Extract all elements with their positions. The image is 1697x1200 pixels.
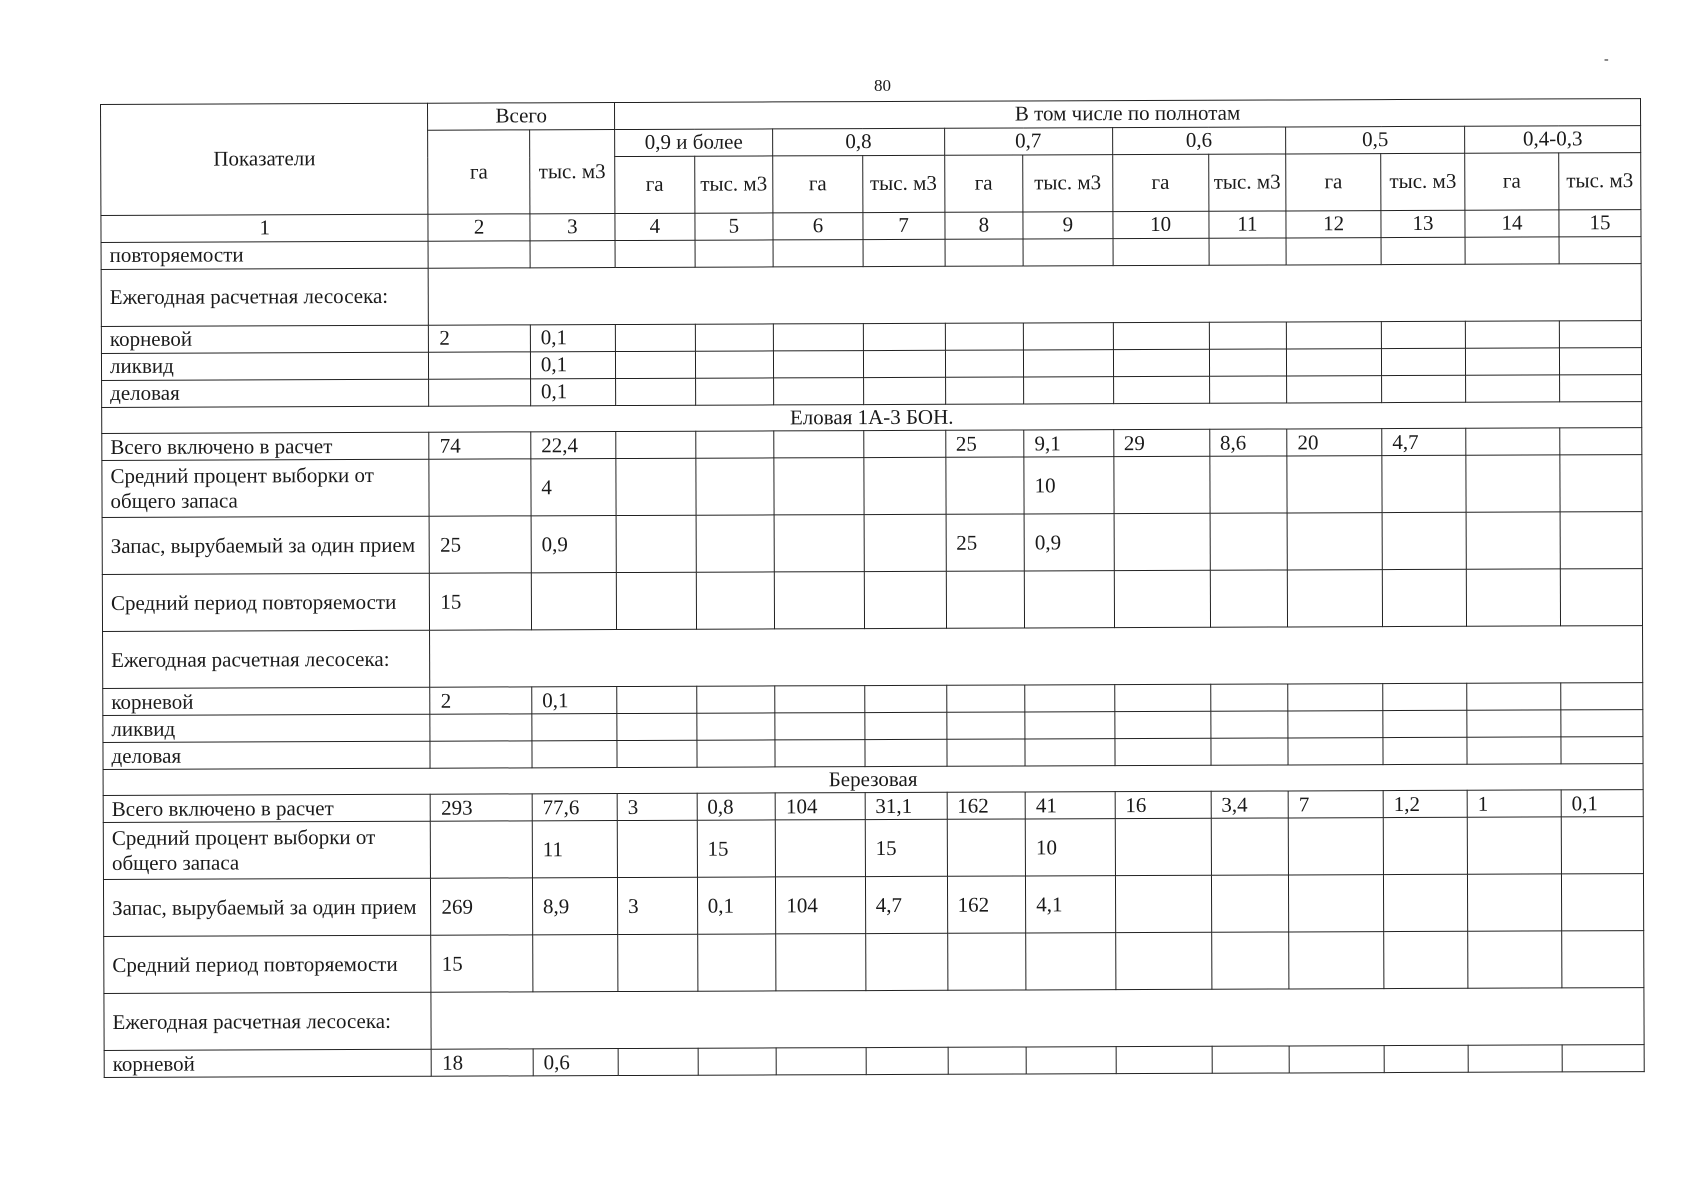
data-cell: 77,6: [532, 794, 617, 821]
data-cell: 104: [775, 793, 865, 820]
data-cell: [947, 819, 1026, 876]
data-cell: 25: [946, 514, 1025, 571]
data-cell: [1113, 456, 1209, 513]
total-volume-header: тыс. м3: [529, 130, 614, 214]
density-group-header: 0,4-0,3: [1465, 126, 1641, 154]
unit-volume-header: тыс. м3: [1381, 153, 1465, 210]
data-cell: [1115, 933, 1211, 990]
table-row: [104, 1045, 1644, 1078]
merged-empty-cell: [429, 264, 1642, 326]
data-cell: [1562, 931, 1644, 988]
data-cell: [863, 239, 945, 266]
total-ha-header: га: [428, 130, 530, 214]
data-cell: [429, 352, 531, 379]
data-cell: [865, 934, 947, 991]
data-cell: [696, 458, 775, 515]
data-cell: [1210, 684, 1288, 711]
data-cell: [617, 740, 697, 767]
density-group-header: 0,5: [1286, 126, 1465, 154]
data-cell: [695, 324, 774, 351]
data-cell: [774, 431, 864, 458]
row-label: Всего включено в расчет: [103, 795, 430, 823]
data-cell: 0,1: [532, 687, 617, 714]
data-cell: [1209, 322, 1287, 349]
data-cell: [1209, 349, 1287, 376]
data-cell: [1113, 376, 1209, 403]
data-cell: [617, 821, 697, 878]
data-cell: [775, 713, 865, 740]
data-cell: 104: [776, 877, 866, 934]
data-cell: [1113, 322, 1209, 349]
data-cell: 15: [697, 820, 776, 877]
data-cell: [776, 934, 866, 991]
data-cell: [1467, 817, 1561, 874]
data-cell: [532, 741, 617, 768]
data-cell: [1559, 375, 1641, 402]
data-cell: [947, 933, 1026, 990]
data-cell: 25: [429, 516, 531, 573]
row-label: Средний процент выборки от общего запаса: [103, 822, 431, 880]
data-cell: [1116, 1047, 1212, 1074]
data-cell: [1209, 238, 1287, 265]
row-label: деловая: [102, 379, 429, 407]
table-row: [104, 931, 1644, 994]
data-cell: 2: [430, 687, 532, 714]
data-cell: [1561, 710, 1643, 737]
unit-volume-header: тыс. м3: [1208, 154, 1286, 211]
data-cell: 0,1: [530, 352, 615, 379]
data-cell: [775, 686, 865, 713]
data-cell: [695, 240, 774, 267]
data-cell: 25: [945, 430, 1024, 457]
row-label: Ежегодная расчетная лесосека:: [103, 630, 431, 688]
data-cell: [1211, 738, 1289, 765]
merged-empty-cell: [431, 988, 1644, 1050]
data-cell: [615, 240, 695, 267]
row-label: Запас, вырубаемый за один прием: [102, 516, 430, 574]
by-density-header: В том числе по полнотам: [614, 99, 1640, 130]
data-cell: [1210, 513, 1288, 570]
data-cell: [1561, 874, 1643, 931]
row-label: ликвид: [103, 714, 430, 742]
data-cell: [1466, 348, 1560, 375]
data-cell: [618, 935, 698, 992]
data-cell: 162: [947, 792, 1026, 819]
data-cell: 0,6: [533, 1049, 618, 1076]
data-cell: [1382, 375, 1466, 402]
data-cell: 0,1: [530, 379, 615, 406]
data-cell: [1287, 513, 1382, 570]
column-number: 4: [615, 213, 695, 240]
data-cell: [697, 934, 776, 991]
data-cell: [945, 350, 1024, 377]
subheading-row: [101, 264, 1641, 327]
unit-volume-header: тыс. м3: [1023, 155, 1113, 212]
data-cell: 20: [1287, 429, 1382, 456]
data-cell: [1467, 737, 1561, 764]
data-cell: [1288, 738, 1383, 765]
data-cell: [1560, 428, 1642, 455]
table-row: [103, 874, 1643, 937]
data-cell: [1384, 932, 1468, 989]
data-cell: [695, 378, 774, 405]
density-group-header: 0,7: [944, 128, 1112, 156]
data-cell: 0,9: [531, 516, 616, 573]
corner-mark: -: [1604, 52, 1609, 67]
row-label: Средний процент выборки от общего запаса: [102, 459, 430, 517]
data-cell: [1465, 321, 1559, 348]
data-cell: 8,9: [532, 878, 617, 935]
data-cell: [696, 572, 775, 629]
data-cell: [1562, 1045, 1644, 1072]
data-cell: [1212, 1046, 1290, 1073]
data-cell: [1026, 1047, 1116, 1074]
data-cell: [533, 935, 618, 992]
column-number: 9: [1023, 212, 1113, 239]
data-cell: [863, 323, 945, 350]
data-cell: [773, 240, 863, 267]
column-number: 14: [1465, 210, 1559, 237]
data-cell: [1287, 570, 1382, 627]
data-cell: 1,2: [1383, 791, 1467, 818]
data-cell: [1468, 874, 1562, 931]
data-cell: [866, 1048, 948, 1075]
data-cell: [1288, 711, 1383, 738]
data-cell: [1289, 875, 1384, 932]
column-number: 7: [863, 212, 945, 239]
data-cell: [863, 377, 945, 404]
data-cell: [1113, 349, 1209, 376]
table-row: [102, 569, 1642, 632]
data-cell: [1210, 570, 1288, 627]
data-cell: 74: [429, 432, 531, 459]
data-cell: [774, 324, 864, 351]
unit-ha-header: га: [773, 156, 863, 213]
data-cell: [1289, 1046, 1384, 1073]
page-number: 80: [874, 76, 891, 95]
data-cell: [1023, 239, 1113, 266]
unit-ha-header: га: [1286, 154, 1381, 211]
row-label: повторяемости: [101, 241, 428, 269]
row-label: Средний период повторяемости: [104, 936, 432, 994]
data-cell: [1561, 817, 1643, 874]
data-cell: [430, 714, 532, 741]
data-cell: [698, 1048, 777, 1075]
data-cell: 11: [532, 821, 617, 878]
column-number: 11: [1209, 211, 1287, 238]
column-number: 8: [944, 212, 1023, 239]
unit-ha-header: га: [1465, 153, 1559, 210]
data-cell: [429, 459, 531, 516]
merged-empty-cell: [430, 626, 1643, 688]
data-cell: [1465, 237, 1559, 264]
data-cell: [1382, 512, 1466, 569]
data-cell: [1559, 237, 1641, 264]
data-cell: [946, 712, 1025, 739]
data-cell: 2: [429, 325, 531, 352]
data-cell: [530, 241, 615, 268]
data-cell: [616, 378, 696, 405]
row-label: Ежегодная расчетная лесосека:: [104, 993, 432, 1051]
data-cell: [1026, 933, 1116, 990]
data-cell: 162: [947, 876, 1026, 933]
column-number: 6: [773, 213, 863, 240]
data-cell: [1466, 455, 1560, 512]
data-cell: [531, 573, 616, 630]
data-cell: [697, 740, 776, 767]
data-cell: [615, 351, 695, 378]
data-cell: [1561, 737, 1643, 764]
column-number: 12: [1286, 211, 1381, 238]
density-group-header: 0,8: [773, 128, 944, 156]
data-cell: 1: [1467, 790, 1561, 817]
data-cell: [1025, 685, 1115, 712]
data-cell: [1024, 571, 1114, 628]
data-cell: [1023, 323, 1113, 350]
data-cell: [1210, 711, 1288, 738]
column-number: 1: [101, 214, 428, 242]
data-cell: [1024, 377, 1114, 404]
data-cell: [1384, 875, 1468, 932]
data-cell: [1287, 456, 1382, 513]
data-cell: 29: [1113, 429, 1209, 456]
data-cell: 22,4: [531, 432, 616, 459]
data-cell: [775, 572, 865, 629]
column-number: 13: [1381, 210, 1465, 237]
row-label: деловая: [103, 741, 430, 769]
data-cell: [430, 741, 532, 768]
data-cell: [1288, 684, 1383, 711]
data-cell: [695, 431, 774, 458]
data-cell: [616, 458, 696, 515]
indicators-header: Показатели: [101, 103, 429, 215]
data-cell: [1384, 1046, 1468, 1073]
data-cell: [1560, 569, 1642, 626]
data-cell: [1287, 349, 1382, 376]
data-cell: [864, 571, 946, 628]
data-cell: 269: [431, 878, 533, 935]
data-cell: [616, 572, 696, 629]
data-cell: 293: [431, 794, 533, 821]
data-cell: [1466, 569, 1560, 626]
column-number: 10: [1113, 211, 1209, 238]
column-number: 5: [695, 213, 774, 240]
data-cell: [617, 686, 697, 713]
data-cell: 0,1: [697, 877, 776, 934]
data-cell: [945, 457, 1024, 514]
data-cell: 31,1: [865, 793, 947, 820]
data-cell: 0,1: [1561, 790, 1643, 817]
data-cell: [695, 351, 774, 378]
data-cell: [775, 740, 865, 767]
column-number: 2: [428, 214, 530, 241]
data-cell: [532, 714, 617, 741]
data-cell: [431, 821, 533, 878]
data-cell: 10: [1024, 457, 1114, 514]
data-cell: [696, 686, 775, 713]
data-cell: [1114, 711, 1210, 738]
row-label: корневой: [103, 687, 430, 715]
data-cell: [1114, 570, 1210, 627]
data-cell: [697, 713, 776, 740]
data-cell: [1209, 376, 1287, 403]
data-cell: [616, 515, 696, 572]
data-cell: [1468, 931, 1562, 988]
data-cell: 10: [1025, 819, 1115, 876]
row-label: Всего включено в расчет: [102, 432, 429, 460]
data-cell: [864, 457, 946, 514]
data-cell: [618, 1049, 698, 1076]
data-cell: [615, 324, 695, 351]
data-cell: [1560, 512, 1642, 569]
row-label: корневой: [104, 1050, 431, 1078]
data-cell: [774, 515, 864, 572]
data-cell: [1561, 683, 1643, 710]
data-cell: 16: [1115, 792, 1211, 819]
data-cell: [1383, 710, 1467, 737]
column-number: 3: [530, 214, 615, 241]
data-cell: [775, 820, 865, 877]
data-cell: 0,1: [530, 325, 615, 352]
data-cell: 41: [1025, 792, 1115, 819]
unit-volume-header: тыс. м3: [862, 155, 944, 212]
data-cell: [1560, 455, 1642, 512]
data-cell: [863, 430, 945, 457]
data-cell: [1382, 569, 1466, 626]
data-cell: [1467, 683, 1561, 710]
data-cell: [429, 379, 531, 406]
data-cell: [1024, 350, 1114, 377]
data-cell: [1025, 739, 1115, 766]
data-cell: [616, 431, 696, 458]
data-cell: [1559, 348, 1641, 375]
data-cell: [1381, 321, 1465, 348]
section-title: Березовая: [103, 764, 1643, 796]
data-cell: [774, 351, 864, 378]
data-cell: 0,9: [1024, 514, 1114, 571]
data-cell: 15: [865, 820, 947, 877]
data-cell: [948, 1047, 1027, 1074]
data-cell: [1286, 322, 1381, 349]
data-cell: 4: [531, 459, 616, 516]
data-cell: 7: [1288, 791, 1383, 818]
data-cell: [1559, 321, 1641, 348]
data-cell: 3,4: [1211, 791, 1289, 818]
data-cell: [1466, 428, 1560, 455]
table-row: [102, 455, 1642, 518]
data-cell: 15: [430, 573, 532, 630]
data-cell: [774, 458, 864, 515]
data-cell: [945, 323, 1024, 350]
data-cell: [864, 514, 946, 571]
data-cell: [1381, 348, 1465, 375]
unit-volume-header: тыс. м3: [1559, 153, 1641, 210]
data-cell: [946, 571, 1025, 628]
data-cell: [1383, 818, 1467, 875]
unit-ha-header: га: [1112, 154, 1208, 211]
data-cell: [863, 350, 945, 377]
data-cell: [1211, 818, 1289, 875]
data-cell: [1383, 683, 1467, 710]
data-cell: 9,1: [1024, 430, 1114, 457]
data-cell: [1211, 932, 1289, 989]
row-label: корневой: [101, 325, 428, 353]
data-cell: [945, 239, 1024, 266]
data-cell: [1025, 712, 1115, 739]
data-cell: [1287, 376, 1382, 403]
unit-volume-header: тыс. м3: [694, 156, 773, 213]
row-label: Средний период повторяемости: [102, 573, 430, 631]
density-group-header: 0,9 и более: [615, 129, 773, 157]
unit-ha-header: га: [615, 156, 695, 213]
data-cell: 15: [431, 935, 533, 992]
density-group-header: 0,6: [1112, 127, 1286, 155]
data-cell: [1114, 513, 1210, 570]
row-label: ликвид: [101, 352, 428, 380]
forest-indicators-table: [100, 98, 1645, 1078]
data-cell: 4,1: [1026, 876, 1116, 933]
data-cell: [1383, 737, 1467, 764]
data-cell: 3: [617, 794, 697, 821]
subheading-row: [104, 988, 1644, 1051]
data-cell: [1468, 1045, 1562, 1072]
data-cell: [1115, 819, 1211, 876]
row-label: Запас, вырубаемый за один прием: [103, 879, 431, 937]
data-cell: [1466, 375, 1560, 402]
data-cell: 4,7: [1382, 428, 1466, 455]
data-cell: [865, 712, 947, 739]
data-cell: [1286, 238, 1381, 265]
data-cell: 8,6: [1209, 429, 1287, 456]
data-cell: 3: [617, 878, 697, 935]
data-cell: [617, 713, 697, 740]
unit-ha-header: га: [944, 155, 1023, 212]
table-row: [103, 817, 1643, 880]
data-cell: [864, 685, 946, 712]
table-row: [102, 512, 1642, 575]
total-header: Всего: [428, 103, 615, 131]
data-cell: [1382, 455, 1466, 512]
data-cell: [946, 685, 1025, 712]
column-number: 15: [1559, 210, 1641, 237]
data-cell: [1115, 876, 1211, 933]
data-cell: [1467, 710, 1561, 737]
data-cell: [1289, 932, 1384, 989]
data-cell: [428, 241, 530, 268]
data-cell: [1211, 875, 1289, 932]
section-title: Еловая 1А-3 БОН.: [102, 402, 1642, 434]
data-cell: [1381, 237, 1465, 264]
data-cell: [946, 739, 1025, 766]
data-cell: 18: [432, 1049, 534, 1076]
subheading-row: [103, 626, 1643, 689]
data-cell: [1209, 456, 1287, 513]
data-cell: [1288, 818, 1383, 875]
data-cell: [1466, 512, 1560, 569]
data-cell: [696, 515, 775, 572]
data-cell: [945, 377, 1024, 404]
data-cell: [774, 378, 864, 405]
data-cell: [776, 1048, 866, 1075]
data-cell: [1114, 684, 1210, 711]
data-cell: [1113, 238, 1209, 265]
data-cell: [1115, 738, 1211, 765]
data-cell: 0,8: [697, 793, 776, 820]
row-label: Ежегодная расчетная лесосека:: [101, 268, 429, 326]
data-cell: 4,7: [865, 877, 947, 934]
data-cell: [865, 739, 947, 766]
